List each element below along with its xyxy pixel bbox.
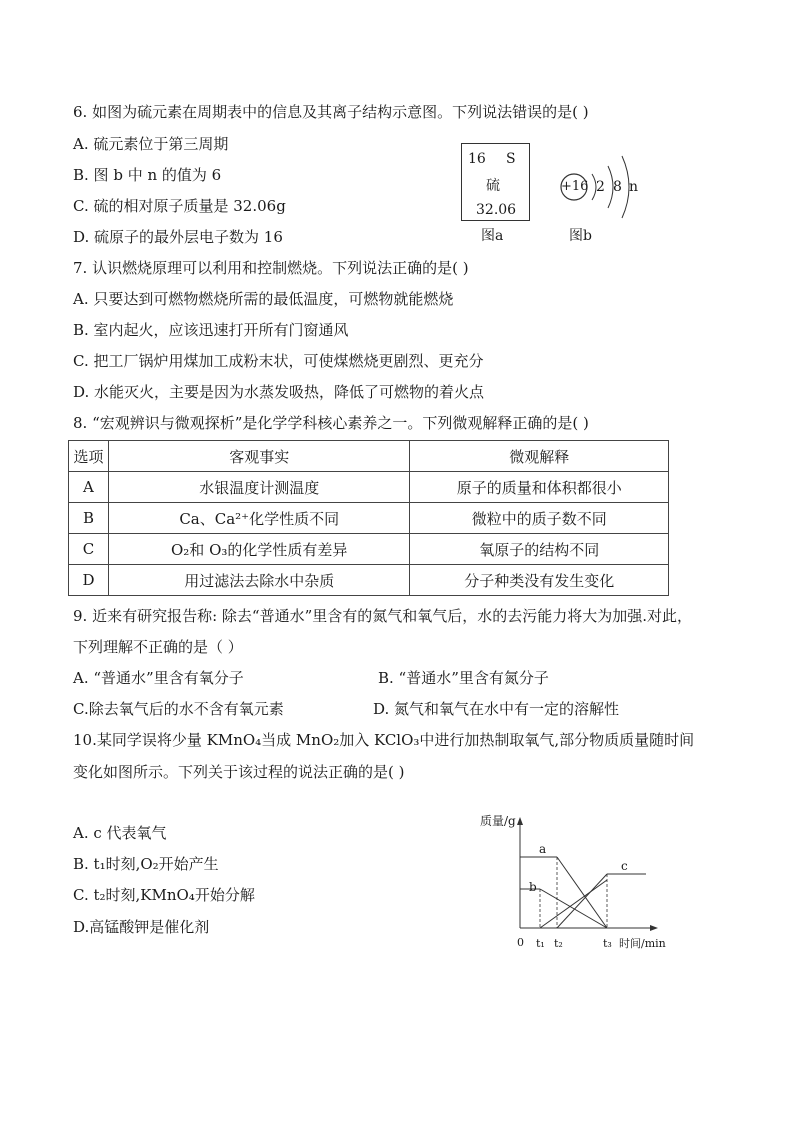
atomic-number: 16: [468, 151, 486, 167]
figure-b-caption: 图b: [569, 228, 592, 244]
line-b-decline: [540, 889, 607, 928]
cell-explanation: 氧原子的结构不同: [410, 534, 669, 565]
element-name: 硫: [486, 178, 500, 194]
q10-stem-line2: 变化如图所示。下列关于该过程的说法正确的是( ): [73, 763, 405, 781]
atomic-mass: 32.06: [476, 202, 517, 218]
cell-option: C: [69, 534, 109, 565]
cell-option: A: [69, 472, 109, 503]
q7-stem: 7. 认识燃烧原理可以利用和控制燃烧。下列说法正确的是( ): [73, 259, 469, 277]
shell-3-count: n: [629, 179, 639, 195]
graph-label-b: b: [529, 880, 537, 894]
q10-option-a: A. c 代表氧气: [73, 824, 167, 842]
line-rise-1: [540, 880, 607, 928]
shell-1-count: 2: [596, 179, 605, 195]
q7-option-c: C. 把工厂锅炉用煤加工成粉末状，可使煤燃烧更剧烈、更充分: [73, 352, 484, 370]
cell-fact: Ca、Ca²⁺化学性质不同: [108, 503, 410, 534]
q7-option-d: D. 水能灭火，主要是因为水蒸发吸热，降低了可燃物的着火点: [73, 383, 485, 401]
table-row: [69, 472, 669, 503]
cell-explanation: 微粒中的质子数不同: [410, 503, 669, 534]
x-axis-arrow: [650, 925, 658, 931]
q9-option-c: C.除去氧气后的水不含有氧元素: [73, 700, 284, 718]
q9-option-d: D. 氮气和氧气在水中有一定的溶解性: [373, 700, 620, 718]
q7-option-a: A. 只要达到可燃物燃烧所需的最低温度，可燃物就能燃烧: [73, 290, 454, 308]
q10-stem-line1: 10.某同学误将少量 KMnO₄当成 MnO₂加入 KClO₃中进行加热制取氧气,部分物质质量随时间: [73, 731, 695, 749]
ion-structure-figure: [556, 150, 646, 225]
line-a-decline: [557, 857, 607, 928]
element-symbol: S: [506, 151, 516, 167]
cell-fact: O₂和 O₃的化学性质有差异: [108, 534, 410, 565]
cell-option: D: [69, 565, 109, 596]
tick-t1: t₁: [536, 937, 545, 950]
q9-option-a: A. “普通水”里含有氧分子: [73, 669, 244, 687]
graph-origin: 0: [517, 936, 524, 949]
cell-fact: 用过滤法去除水中杂质: [108, 565, 410, 596]
q6-option-b: B. 图 b 中 n 的值为 6: [73, 166, 222, 184]
tick-t3: t₃: [603, 937, 612, 950]
header-option: 选项: [69, 441, 109, 472]
y-axis-arrow: [517, 817, 523, 825]
table-row: [69, 565, 669, 596]
periodic-cell-figure: [461, 143, 530, 221]
header-fact: 客观事实: [108, 441, 410, 472]
table-header-row: [69, 441, 669, 472]
graph-label-a: a: [539, 842, 547, 856]
graph-y-label: 质量/g: [480, 814, 516, 828]
q10-option-c: C. t₂时刻,KMnO₄开始分解: [73, 886, 255, 904]
table-row: [69, 503, 669, 534]
q6-stem: 6. 如图为硫元素在周期表中的信息及其离子结构示意图。下列说法错误的是( ): [73, 103, 589, 121]
cell-fact: 水银温度计测温度: [108, 472, 410, 503]
q10-option-b: B. t₁时刻,O₂开始产生: [73, 855, 219, 873]
figure-a-caption: 图a: [481, 228, 504, 244]
header-explanation: 微观解释: [410, 441, 669, 472]
nucleus-charge: +16: [561, 179, 589, 194]
cell-option: B: [69, 503, 109, 534]
tick-t2: t₂: [554, 937, 563, 950]
q6-option-a: A. 硫元素位于第三周期: [73, 135, 229, 153]
mass-time-graph: [470, 805, 670, 955]
q6-option-c: C. 硫的相对原子质量是 32.06g: [73, 197, 286, 215]
graph-label-c: c: [621, 859, 628, 873]
line-rise-2: [557, 874, 607, 928]
q8-table: [68, 440, 669, 596]
q10-option-d: D.高锰酸钾是催化剂: [73, 918, 210, 936]
q9-stem-line1: 9. 近来有研究报告称: 除去“普通水”里含有的氮气和氧气后，水的去污能力将大为加强.对此，: [73, 607, 693, 625]
q8-stem: 8. “宏观辨识与微观探析”是化学学科核心素养之一。下列微观解释正确的是( ): [73, 414, 589, 432]
q6-option-d: D. 硫原子的最外层电子数为 16: [73, 228, 283, 246]
q9-option-b: B. “普通水”里含有氮分子: [378, 669, 549, 687]
shell-2-count: 8: [613, 179, 622, 195]
q7-option-b: B. 室内起火，应该迅速打开所有门窗通风: [73, 321, 349, 339]
q9-stem-line2: 下列理解不正确的是（ ）: [73, 638, 243, 656]
cell-explanation: 分子种类没有发生变化: [410, 565, 669, 596]
cell-explanation: 原子的质量和体积都很小: [410, 472, 669, 503]
table-row: [69, 534, 669, 565]
graph-x-label: 时间/min: [619, 937, 666, 950]
